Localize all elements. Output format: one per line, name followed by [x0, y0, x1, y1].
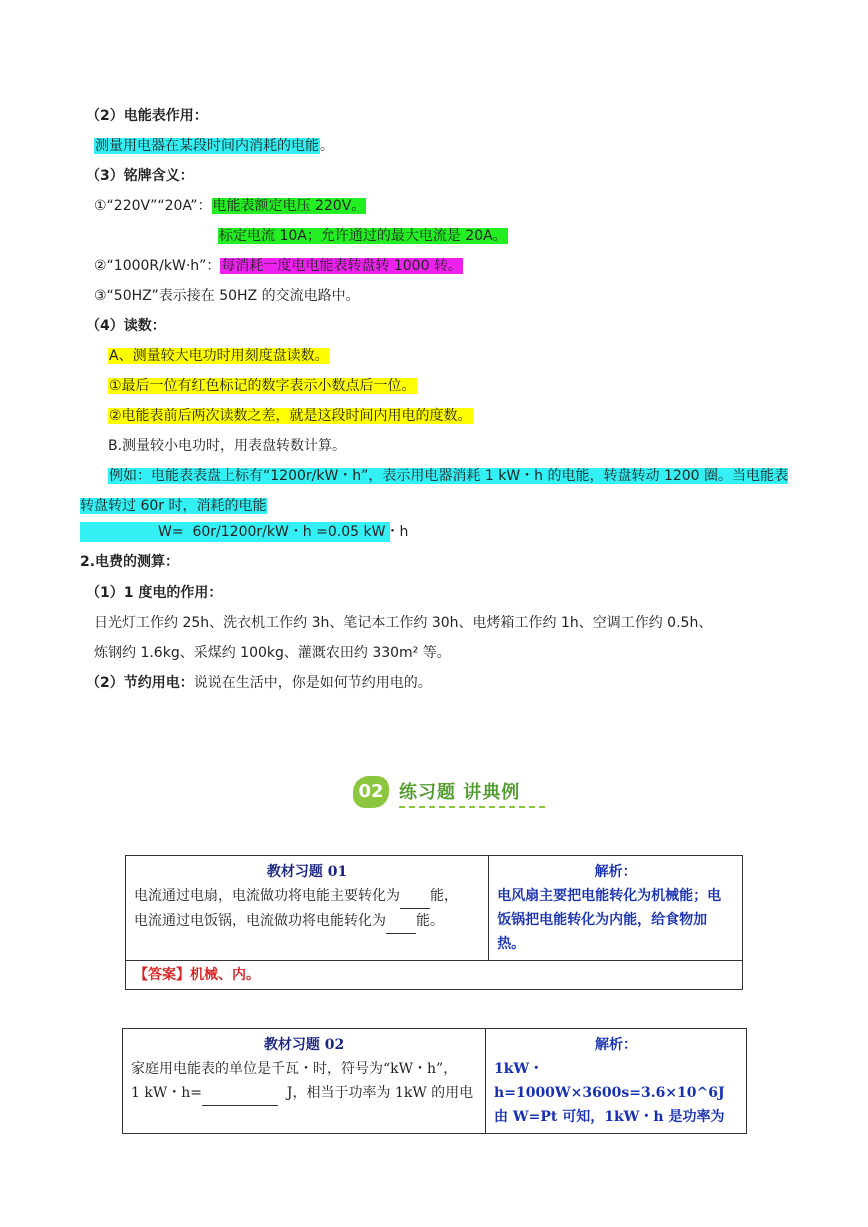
reading-example [80, 461, 792, 521]
question-line-1 [134, 884, 480, 909]
section-banner-title: 练习题 讲典例 [399, 782, 521, 803]
item-1-prefix: ①“220V”“20A”： [94, 198, 212, 214]
question-text: 1 kW・h= [131, 1085, 202, 1101]
analysis-title: 解析： [594, 864, 637, 880]
exercise-title: 教材习题 02 [263, 1037, 345, 1053]
answer-blank[interactable] [400, 884, 430, 909]
energy-formula [80, 522, 409, 542]
question-text: 能。 [416, 913, 444, 929]
highlight-yellow: A、测量较大电功时用刻度盘读数。 [109, 348, 329, 364]
exercise-table-01 [125, 855, 743, 990]
section-heading-2: （2）电能表作用： [86, 108, 208, 124]
analysis-text: 电风扇主要把电能转化为机械能；电饭锅把电能转化为内能，给食物加热。 [497, 888, 722, 952]
reading-a2 [108, 406, 473, 426]
meter-function-text [94, 136, 334, 156]
sub-2-text: 说说在生活中，你是如何节约用电的。 [193, 675, 432, 691]
section-heading-3: （3）铭牌含义： [86, 168, 194, 184]
highlight-yellow: ②电能表前后两次读数之差，就是这段时间内用电的度数。 [109, 408, 472, 424]
highlight-yellow: ①最后一位有红色标记的数字表示小数点后一位。 [109, 378, 416, 394]
nameplate-item-2 [94, 256, 463, 276]
one-kwh-line-2: 炼钢约 1.6kg、采煤约 100kg、灌溉农田约 330m² 等。 [94, 645, 451, 661]
question-text: J，相当于功率为 1kW 的用电 [286, 1085, 474, 1101]
answer-row [126, 961, 743, 990]
one-kwh-line-1: 日光灯工作约 25h、洗衣机工作约 3h、笔记本工作约 30h、电烤箱工作约 1h、空调工作约 0.5h、 [94, 615, 713, 631]
question-cell [126, 856, 489, 961]
nameplate-item-3: ③“50HZ”表示接在 50HZ 的交流电路中。 [94, 288, 360, 304]
exercise-title: 教材习题 01 [266, 864, 348, 880]
section-heading-4: （4）读数： [86, 318, 166, 334]
answer-text: 机械、内。 [190, 967, 260, 983]
nameplate-item-1 [94, 196, 366, 216]
answer-blank[interactable] [202, 1081, 278, 1106]
sub-2-label: （2）节约用电： [86, 675, 194, 691]
highlight-cyan: 测量用电器在某段时间内消耗的电能 [95, 138, 319, 154]
analysis-cell [486, 1029, 747, 1134]
formula-text: W= 60r/1200r/kW・h =0.05 kW・h [158, 524, 409, 540]
exercise-table-02 [122, 1028, 747, 1134]
highlight-green: 标定电流 10A；允许通过的最大电流是 20A。 [219, 228, 507, 244]
highlight-cyan: 例如：电能表表盘上标有“1200r/kW・h”，表示用电器消耗 1 kW・h 的电能，转盘转动 1200 圈。当电能表转盘转过 60r 时，消耗的电能 [80, 468, 789, 514]
reading-b: B.测量较小电功时，用表盘转数计算。 [108, 438, 347, 454]
answer-label: 【答案】 [134, 967, 190, 983]
question-line-2 [134, 909, 480, 934]
analysis-line-1: 1kW・h=1000W×3600s=3.6×10^6J [494, 1061, 725, 1101]
part-2-sub-1: （1）1 度电的作用： [86, 585, 223, 601]
highlight-green: 电能表额定电压 220V。 [212, 198, 366, 214]
question-text: 电流通过电饭锅，电流做功将电能转化为 [134, 913, 386, 929]
item-2-prefix: ②“1000R/kW·h”： [94, 258, 221, 274]
analysis-line-2: 由 W=Pt 可知，1kW・h 是功率为 [494, 1109, 725, 1125]
question-line-2 [131, 1081, 477, 1106]
reading-a1 [108, 376, 417, 396]
answer-blank[interactable] [386, 909, 416, 934]
part-2-heading: 2.电费的测算： [80, 554, 180, 570]
banner-underline [399, 806, 545, 808]
analysis-title: 解析： [595, 1037, 638, 1053]
period: 。 [320, 138, 334, 154]
question-cell [123, 1029, 486, 1134]
analysis-cell [489, 856, 743, 961]
section-banner [353, 774, 553, 814]
question-line-1: 家庭用电能表的单位是千瓦・时，符号为“kW・h”， [131, 1061, 458, 1077]
section-number-badge: 02 [353, 776, 389, 808]
question-text: 能， [430, 888, 458, 904]
highlight-magenta: 每消耗一度电电能表转盘转 1000 转。 [221, 258, 462, 274]
reading-a [108, 346, 330, 366]
question-text: 电流通过电扇，电流做功将电能主要转化为 [134, 888, 400, 904]
nameplate-item-1-cont [218, 226, 508, 246]
part-2-sub-2 [86, 673, 432, 693]
